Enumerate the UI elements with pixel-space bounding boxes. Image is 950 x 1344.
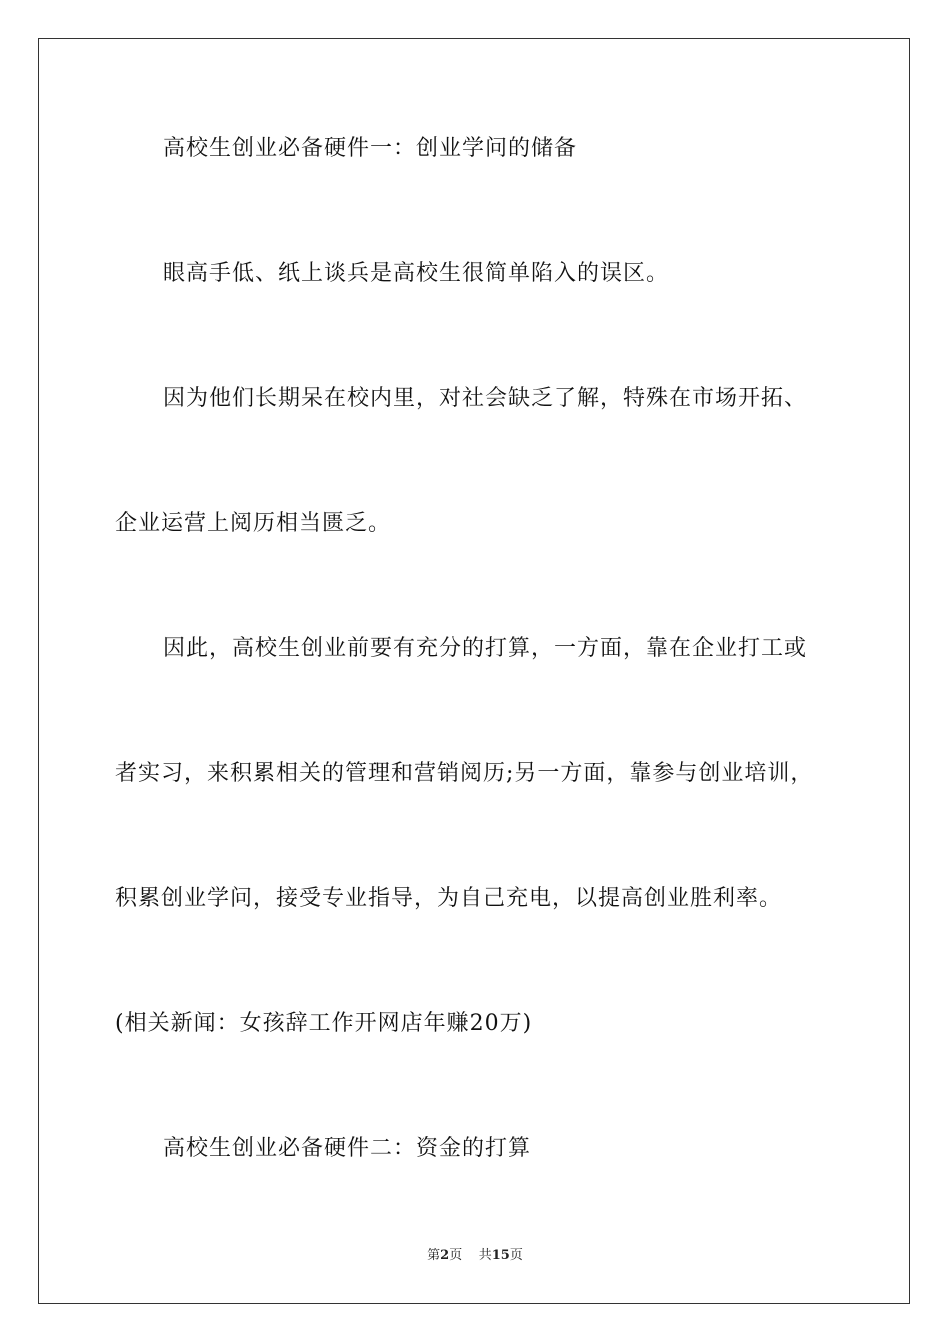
paragraph-line: 眼高手低、纸上谈兵是高校生很简单陷入的误区。	[163, 261, 670, 286]
page-border	[38, 38, 910, 1304]
paragraph-line: 企业运营上阅历相当匮乏。	[115, 511, 392, 536]
total-suffix: 页	[509, 1248, 523, 1263]
heading-hardware-one: 高校生创业必备硬件一：创业学问的储备	[163, 136, 578, 161]
total-pages: 15	[491, 1248, 510, 1263]
page-suffix: 页	[449, 1248, 463, 1263]
total-prefix: 共	[478, 1248, 492, 1263]
page-number: 2	[440, 1248, 450, 1263]
heading-hardware-two: 高校生创业必备硬件二：资金的打算	[163, 1136, 532, 1161]
paragraph-line: 因为他们长期呆在校内里，对社会缺乏了解，特殊在市场开拓、	[163, 386, 808, 411]
page-prefix: 第	[427, 1248, 441, 1263]
paragraph-line: 积累创业学问，接受专业指导，为自己充电，以提高创业胜利率。	[115, 886, 783, 911]
related-news-note: (相关新闻：女孩辞工作开网店年赚20万)	[115, 1011, 533, 1036]
paragraph-line: 因此，高校生创业前要有充分的打算，一方面，靠在企业打工或	[163, 636, 808, 661]
page-footer	[0, 1247, 950, 1265]
paragraph-line: 者实习，来积累相关的管理和营销阅历;另一方面，靠参与创业培训，	[115, 761, 814, 786]
